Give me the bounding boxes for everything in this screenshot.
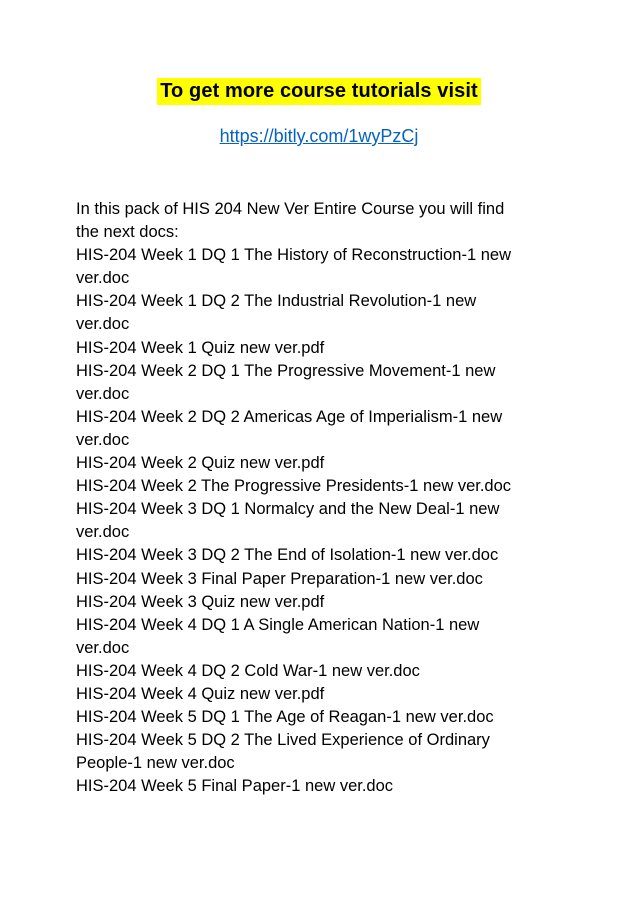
body-line: HIS-204 Week 1 DQ 1 The History of Reconstruction-1 new — [76, 246, 511, 265]
body-line: ver.doc — [76, 384, 130, 403]
tutorials-link[interactable]: https://bitly.com/1wyPzCj — [219, 126, 419, 146]
body-line: HIS-204 Week 5 DQ 1 The Age of Reagan-1 new ver.doc — [76, 708, 494, 727]
body-line: HIS-204 Week 2 DQ 1 The Progressive Movement-1 new — [76, 361, 496, 380]
body-line: ver.doc — [76, 638, 130, 657]
body-line: HIS-204 Week 4 Quiz new ver.pdf — [76, 684, 325, 703]
body-line: HIS-204 Week 5 DQ 2 The Lived Experience of Ordinary — [76, 731, 490, 750]
body-line: HIS-204 Week 3 DQ 2 The End of Isolation-1 new ver.doc — [76, 546, 499, 565]
body-line: HIS-204 Week 5 Final Paper-1 new ver.doc — [76, 777, 394, 796]
body-line: ver.doc — [76, 315, 130, 334]
body-line: HIS-204 Week 3 DQ 1 Normalcy and the New Deal-1 new — [76, 500, 500, 519]
document-body — [76, 198, 556, 798]
body-line: ver.doc — [76, 269, 130, 288]
page-title: To get more course tutorials visit — [157, 78, 481, 105]
body-line: ver.doc — [76, 523, 130, 542]
body-line: the next docs: — [76, 223, 179, 242]
body-line: HIS-204 Week 3 Quiz new ver.pdf — [76, 592, 325, 611]
body-line: HIS-204 Week 4 DQ 1 A Single American Nation-1 new — [76, 615, 480, 634]
body-line: HIS-204 Week 3 Final Paper Preparation-1 new ver.doc — [76, 569, 483, 588]
link-row — [0, 124, 638, 148]
body-line: HIS-204 Week 2 DQ 2 Americas Age of Imperialism-1 new — [76, 407, 503, 426]
body-line: ver.doc — [76, 430, 130, 449]
body-line: In this pack of HIS 204 New Ver Entire Course you will find — [76, 200, 505, 218]
body-line: HIS-204 Week 2 Quiz new ver.pdf — [76, 454, 325, 473]
body-line: People-1 new ver.doc — [76, 754, 235, 773]
body-line: HIS-204 Week 1 Quiz new ver.pdf — [76, 338, 325, 357]
body-line: HIS-204 Week 2 The Progressive Presidents-1 new ver.doc — [76, 477, 512, 496]
header — [0, 78, 638, 105]
body-line: HIS-204 Week 4 DQ 2 Cold War-1 new ver.doc — [76, 661, 420, 680]
body-line: HIS-204 Week 1 DQ 2 The Industrial Revolution-1 new — [76, 292, 477, 311]
